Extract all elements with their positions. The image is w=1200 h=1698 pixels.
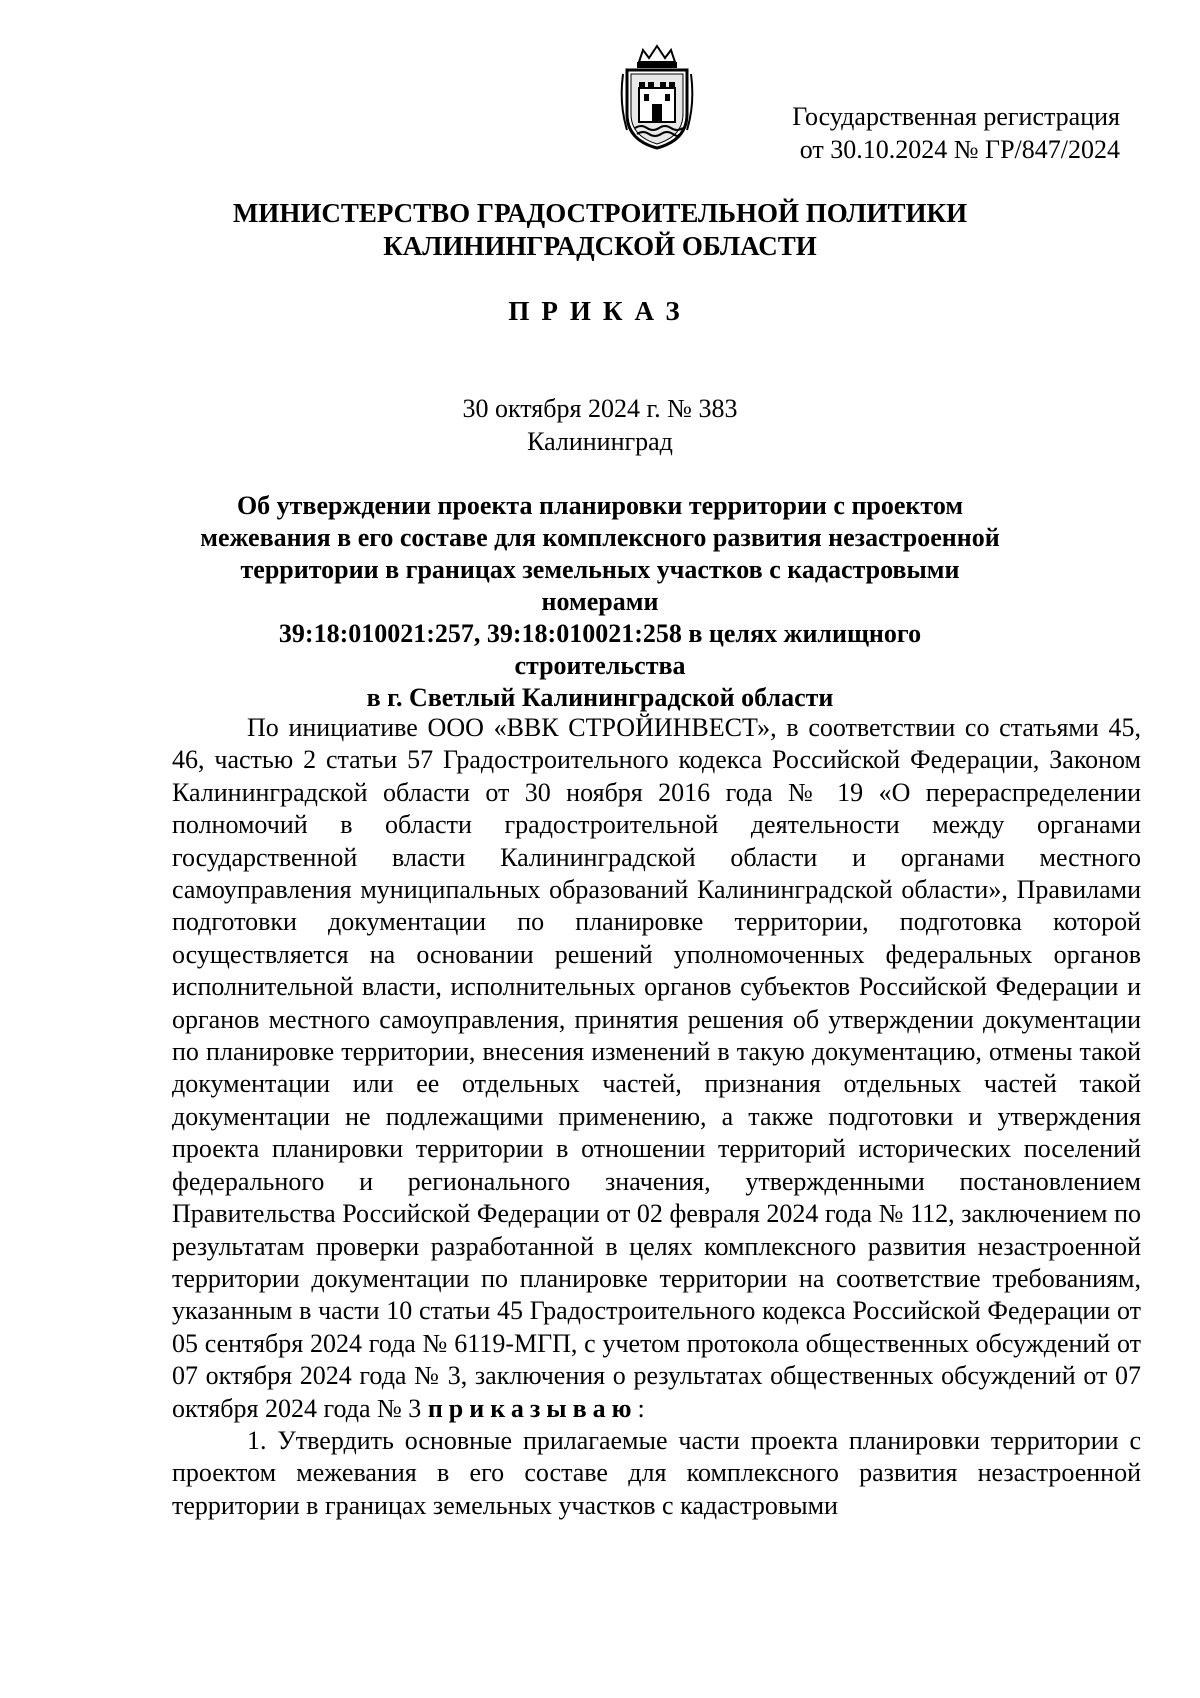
kaliningrad-coat-of-arms-icon xyxy=(617,44,697,150)
ministry-name-line1: МИНИСТЕРСТВО ГРАДОСТРОИТЕЛЬНОЙ ПОЛИТИКИ xyxy=(232,198,968,228)
title-line-1: Об утверждении проекта планировки территории с проектом xyxy=(236,491,964,520)
item-1-paragraph: 1. Утвердить основные прилагаемые части проекта планировки территории с проектом межевания в его составе для комплексного развития незастроенной территории в границах земельных участков с кадастровыми xyxy=(172,1425,1141,1520)
order-city: Калининград xyxy=(527,427,673,456)
title-line-2: межевания в его составе для комплексного развития незастроенной xyxy=(200,523,1000,552)
order-date-block xyxy=(140,392,1060,458)
title-line-5: в г. Светлый Калининградской области xyxy=(366,683,834,712)
order-date-number: 30 октября 2024 г. № 383 xyxy=(462,394,738,423)
preamble-paragraph xyxy=(172,712,1141,1425)
ministry-name xyxy=(140,197,1060,263)
order-heading: ПРИКАЗ xyxy=(508,296,692,326)
document-body xyxy=(172,712,1141,1522)
title-line-3: территории в границах земельных участков с кадастровыми номерами xyxy=(240,555,960,616)
state-registration xyxy=(700,100,1120,166)
ministry-name-line2: КАЛИНИНГРАДСКОЙ ОБЛАСТИ xyxy=(383,231,817,261)
order-colon: : xyxy=(637,1393,645,1423)
registration-number: от 30.10.2024 № ГР/847/2024 xyxy=(799,135,1120,164)
title-line-4: 39:18:010021:257, 39:18:010021:258 в целях жилищного строительства xyxy=(278,619,922,680)
preamble-text: По инициативе ООО «ВВК СТРОЙИНВЕСТ», в соответствии со статьями 45, 46, частью 2 статьи 57 Градостроительного кодекса Российской Федерации, Законом Калининградской области от 30 ноября 2016 года № 19 «О перераспределении полномочий в области градостроительной деятельности между органами государственной власти Калининградской области и органами местного самоуправления муниципальных образований Калининградской области», Правилами подготовки документации по планировке территории, подготовка которой осуществляется на основании решений уполномоченных федеральных органов исполнительной власти, исполнительных органов субъектов Российской Федерации и органов местного самоуправления, принятия решения об утверждении документации по планировке территории, внесения изменений в такую документацию, отмены такой документации или ее отдельных частей, признания отдельных частей такой документации не подлежащими применению, а также подготовки и утверждения проекта планировки территории в отношении территорий исторических поселений федерального и регионального значения, утвержденными постановлением Правительства Российской Федерации от 02 февраля 2024 года № 112, заключением по результатам проверки разработанной в целях комплексного развития незастроенной территории документации по планировке территории на соответствие требованиям, указанным в части 10 статьи 45 Градостроительного кодекса Российской Федерации от 05 сентября 2024 года № 6119-МГП, с учетом протокола общественных обсуждений от 07 октября 2024 года № 3, заключения о результатах общественных обсуждений от 07 октября 2024 года № 3 xyxy=(172,713,1141,1423)
order-verb: приказываю xyxy=(427,1393,638,1423)
registration-title: Государственная регистрация xyxy=(792,102,1120,131)
document-title xyxy=(200,490,1000,714)
